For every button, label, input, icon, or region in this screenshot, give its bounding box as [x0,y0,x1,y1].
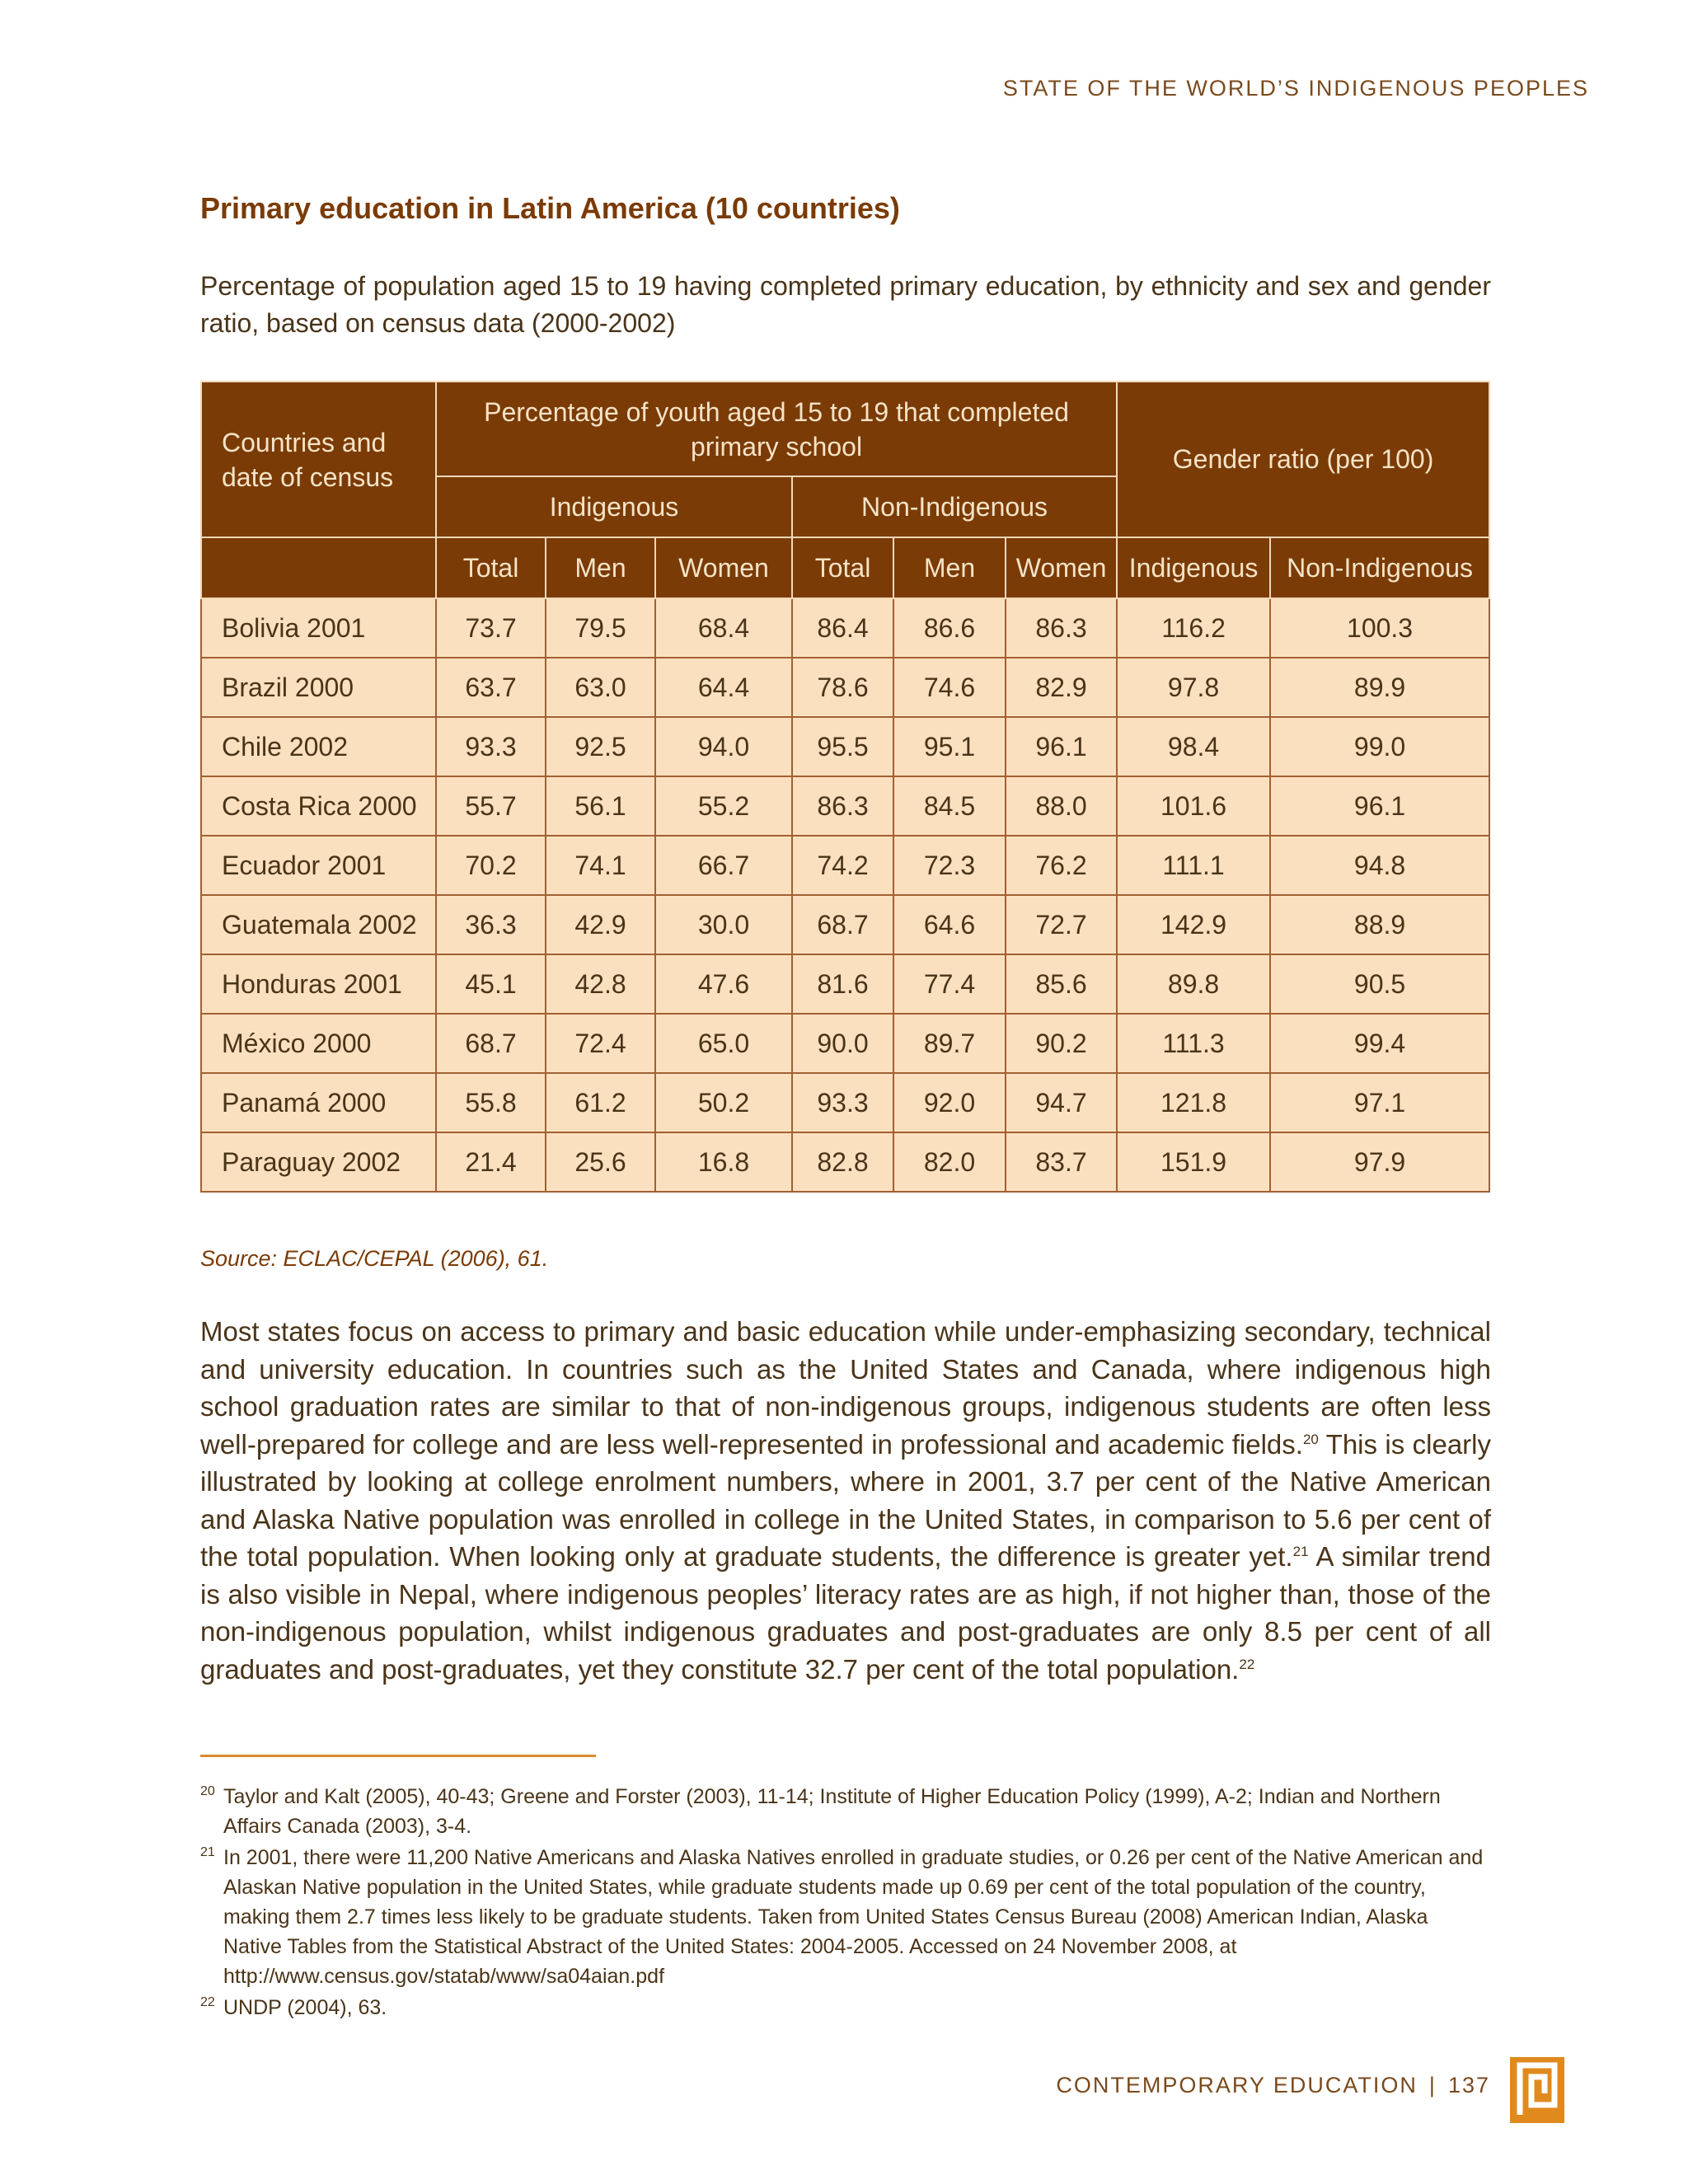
header-group-gender-ratio: Gender ratio (per 100) [1117,382,1489,537]
value-cell: 70.2 [436,836,546,895]
value-cell: 116.2 [1117,598,1270,658]
value-cell: 45.1 [436,954,546,1014]
spiral-logo-icon [1510,2057,1564,2123]
value-cell: 99.0 [1270,717,1489,776]
body-text-part: Most states focus on access to primary and basic education while under-emphasizing secondary, technical and university education. In countries such as the United States and Canada, where indigenous high school graduation rates are similar to that of non-indigenous groups, indigenous students are often less well-prepared for college and are less well-represented in professional and academic fields. [200,1316,1491,1460]
value-cell: 86.3 [1006,598,1117,658]
body-text-part: A similar trend is also visible in Nepal, where indigenous peoples’ literacy rates are as high, if not higher than, those of the non-indigenous population, whilst indigenous graduates and post-graduates are only 8.5 per cent of all graduates and post-graduates, yet they constitute 32.7 per cent of the total population. [200,1541,1491,1685]
body-text-part: This is clearly illustrated by looking at college enrolment numbers, where in 2001, 3.7 per cent of the Native American and Alaska Native population was enrolled in college in the United States, in comparison to 5.6 per cent of the total population. When looking only at graduate students, the difference is greater yet. [200,1428,1491,1572]
value-cell: 82.8 [792,1132,893,1192]
value-cell: 78.6 [792,658,893,717]
value-cell: 96.1 [1006,717,1117,776]
table-row [201,1073,1489,1132]
value-cell: 97.8 [1117,658,1270,717]
running-header: STATE OF THE WORLD’S INDIGENOUS PEOPLES [1002,76,1589,101]
table-row [201,717,1489,776]
page-number: 137 [1447,2073,1490,2097]
value-cell: 64.6 [893,895,1006,954]
country-cell: Paraguay 2002 [201,1132,436,1192]
country-cell: Guatemala 2002 [201,895,436,954]
value-cell: 84.5 [893,776,1006,836]
footnote-divider [200,1755,596,1757]
footnote [200,1782,1491,1841]
header-non-indigenous: Non-Indigenous [792,476,1117,537]
value-cell: 89.7 [893,1014,1006,1073]
source-note: Source: ECLAC/CEPAL (2006), 61. [200,1246,549,1271]
value-cell: 81.6 [792,954,893,1014]
table-body [201,598,1489,1192]
header-country: Countries and date of census [201,382,436,537]
value-cell: 47.6 [655,954,792,1014]
table-row [201,1014,1489,1073]
value-cell: 55.7 [436,776,546,836]
value-cell: 56.1 [546,776,655,836]
country-cell: Honduras 2001 [201,954,436,1014]
value-cell: 89.9 [1270,658,1489,717]
value-cell: 93.3 [436,717,546,776]
value-cell: 74.2 [792,836,893,895]
footnote-number: 22 [200,1995,215,2009]
value-cell: 63.0 [546,658,655,717]
body-paragraph [200,1313,1491,1688]
header-blank [201,537,436,598]
value-cell: 61.2 [546,1073,655,1132]
table-title: Primary education in Latin America (10 countries) [200,191,900,225]
value-cell: 72.4 [546,1014,655,1073]
value-cell: 88.0 [1006,776,1117,836]
value-cell: 97.1 [1270,1073,1489,1132]
value-cell: 68.7 [436,1014,546,1073]
value-cell: 96.1 [1270,776,1489,836]
footnote-text: In 2001, there were 11,200 Native Americans and Alaska Natives enrolled in graduate studies, or 0.26 per cent of the Native American and Alaskan Native population in the United States, while graduate students made up 0.69 per cent of the total population of the country, making them 2.7 times less likely to be graduate students. Taken from United States Census Bureau (2008) American Indian, Alaska Native Tables from the Statistical Abstract of the United States: 2004-2005. Accessed on 24 November 2008, at http://www.census.gov/statab/www/sa04aian.pdf [223,1846,1484,1988]
value-cell: 66.7 [655,836,792,895]
col-header: Men [546,537,655,598]
value-cell: 88.9 [1270,895,1489,954]
col-header: Total [792,537,893,598]
table-row [201,895,1489,954]
value-cell: 92.5 [546,717,655,776]
value-cell: 111.1 [1117,836,1270,895]
footnote-ref: 20 [1302,1431,1319,1447]
footnote-ref: 21 [1292,1544,1309,1559]
value-cell: 86.4 [792,598,893,658]
footer-section: CONTEMPORARY EDUCATION [1056,2073,1418,2097]
value-cell: 79.5 [546,598,655,658]
footer-separator: | [1428,2073,1437,2097]
country-cell: México 2000 [201,1014,436,1073]
value-cell: 65.0 [655,1014,792,1073]
value-cell: 83.7 [1006,1132,1117,1192]
value-cell: 25.6 [546,1132,655,1192]
value-cell: 151.9 [1117,1132,1270,1192]
value-cell: 55.2 [655,776,792,836]
value-cell: 72.3 [893,836,1006,895]
country-cell: Ecuador 2001 [201,836,436,895]
value-cell: 55.8 [436,1073,546,1132]
table-row [201,598,1489,658]
value-cell: 94.8 [1270,836,1489,895]
value-cell: 90.2 [1006,1014,1117,1073]
value-cell: 95.5 [792,717,893,776]
value-cell: 95.1 [893,717,1006,776]
value-cell: 16.8 [655,1132,792,1192]
country-cell: Brazil 2000 [201,658,436,717]
table-row [201,836,1489,895]
footnote-text: Taylor and Kalt (2005), 40-43; Greene and Forster (2003), 11-14; Institute of Higher Education Policy (1999), A-2; Indian and Northern Affairs Canada (2003), 3-4. [223,1785,1441,1838]
value-cell: 72.7 [1006,895,1117,954]
value-cell: 98.4 [1117,717,1270,776]
value-cell: 30.0 [655,895,792,954]
value-cell: 92.0 [893,1073,1006,1132]
country-cell: Costa Rica 2000 [201,776,436,836]
table-row [201,776,1489,836]
table-row [201,658,1489,717]
country-cell: Chile 2002 [201,717,436,776]
value-cell: 85.6 [1006,954,1117,1014]
table-subtitle: Percentage of population aged 15 to 19 having completed primary education, by ethnicity and sex and gender ratio, based on census data (2000-2002) [200,271,1491,338]
value-cell: 68.4 [655,598,792,658]
value-cell: 64.4 [655,658,792,717]
value-cell: 74.1 [546,836,655,895]
value-cell: 142.9 [1117,895,1270,954]
footnote [200,1843,1491,1991]
value-cell: 101.6 [1117,776,1270,836]
value-cell: 86.6 [893,598,1006,658]
value-cell: 94.7 [1006,1073,1117,1132]
table-row [201,1132,1489,1192]
value-cell: 93.3 [792,1073,893,1132]
value-cell: 97.9 [1270,1132,1489,1192]
value-cell: 50.2 [655,1073,792,1132]
value-cell: 74.6 [893,658,1006,717]
value-cell: 86.3 [792,776,893,836]
country-cell: Panamá 2000 [201,1073,436,1132]
footnotes [200,1782,1491,2024]
footnote-number: 21 [200,1845,215,1859]
education-table [200,381,1490,1193]
country-cell: Bolivia 2001 [201,598,436,658]
value-cell: 68.7 [792,895,893,954]
value-cell: 89.8 [1117,954,1270,1014]
col-header: Women [1006,537,1117,598]
value-cell: 99.4 [1270,1014,1489,1073]
value-cell: 121.8 [1117,1073,1270,1132]
footnote-ref: 22 [1239,1656,1255,1672]
value-cell: 82.9 [1006,658,1117,717]
value-cell: 82.0 [893,1132,1006,1192]
col-header: Non-Indigenous [1270,537,1489,598]
col-header: Total [436,537,546,598]
value-cell: 42.8 [546,954,655,1014]
value-cell: 36.3 [436,895,546,954]
value-cell: 100.3 [1270,598,1489,658]
col-header: Men [893,537,1006,598]
value-cell: 42.9 [546,895,655,954]
table-row [201,954,1489,1014]
value-cell: 94.0 [655,717,792,776]
page-footer [1056,2073,1490,2098]
value-cell: 21.4 [436,1132,546,1192]
value-cell: 90.0 [792,1014,893,1073]
value-cell: 90.5 [1270,954,1489,1014]
value-cell: 63.7 [436,658,546,717]
footnote-number: 20 [200,1784,215,1798]
value-cell: 77.4 [893,954,1006,1014]
value-cell: 76.2 [1006,836,1117,895]
value-cell: 73.7 [436,598,546,658]
value-cell: 111.3 [1117,1014,1270,1073]
footnote-text: UNDP (2004), 63. [223,1996,387,2019]
header-group-percentage: Percentage of youth aged 15 to 19 that completed primary school [436,382,1117,476]
header-indigenous: Indigenous [436,476,792,537]
col-header: Women [655,537,792,598]
footnote [200,1993,1491,2022]
col-header: Indigenous [1117,537,1270,598]
